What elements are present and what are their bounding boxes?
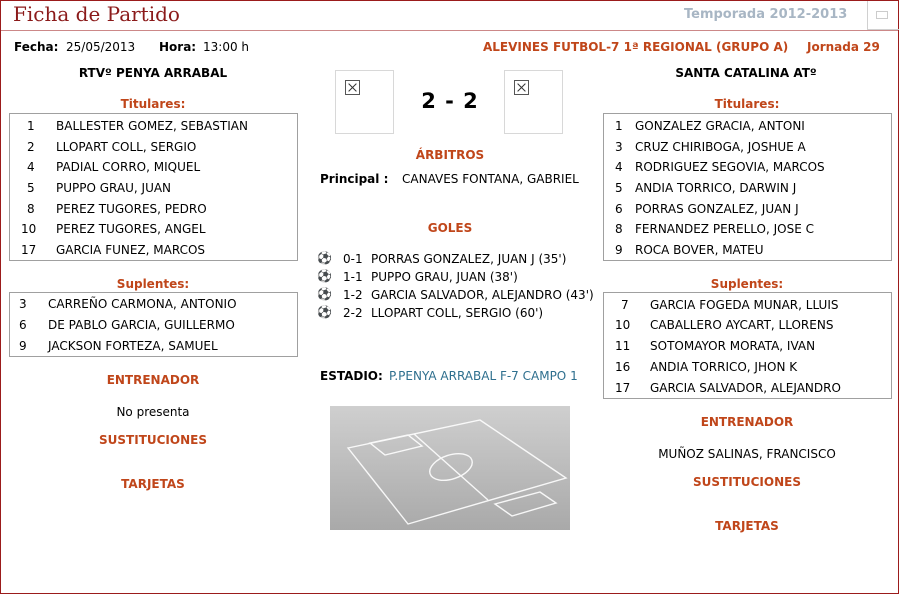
player-name: JACKSON FORTEZA, SAMUEL [48,339,218,353]
player-name: PORRAS GONZALEZ, JUAN J [635,202,799,216]
goal-scorer: LLOPART COLL, SERGIO (60') [371,306,544,320]
player-name: FERNANDEZ PERELLO, JOSE C [635,222,814,236]
page-title: Ficha de Partido [13,2,180,26]
player-name: PADIAL CORRO, MIQUEL [56,160,201,174]
player-number: 16 [615,360,631,374]
player-number: 4 [615,160,623,174]
player-name: BALLESTER GOMEZ, SEBASTIAN [56,119,248,133]
arbitro-principal-value: CANAVES FONTANA, GABRIEL [402,172,579,186]
player-number: 11 [615,339,631,353]
player-number: 17 [615,381,631,395]
fecha-value: 25/05/2013 [66,40,136,54]
player-name: CARREÑO CARMONA, ANTONIO [48,297,237,311]
away-suplentes-label: Suplentes: [710,277,784,291]
away-suplentes-list [603,292,892,399]
player-number: 6 [19,318,27,332]
goal-score: 2-2 [343,306,363,320]
goal-score: 1-2 [343,288,363,302]
player-name: PUPPO GRAU, JUAN [56,181,172,195]
broken-image-icon [345,80,360,95]
player-number: 9 [19,339,27,353]
estadio-name: P.PENYA ARRABAL F-7 CAMPO 1 [389,369,578,383]
player-name: GONZALEZ GRACIA, ANTONI [635,119,805,133]
player-number: 1 [27,119,35,133]
goles-label: GOLES [427,221,473,235]
goal-score: 0-1 [343,252,363,266]
player-number: 17 [21,243,37,257]
arbitros-label: ÁRBITROS [415,148,485,162]
window-control-icon[interactable] [867,1,899,30]
soccer-ball-icon: ⚽ [317,287,332,301]
player-number: 5 [27,181,35,195]
home-sustituciones-label: SUSTITUCIONES [99,433,207,447]
soccer-ball-icon: ⚽ [317,269,332,283]
goal-scorer: PUPPO GRAU, JUAN (38') [371,270,518,284]
player-name: LLOPART COLL, SERGIO [56,140,197,154]
title-divider [1,30,898,31]
goal-scorer: GARCIA SALVADOR, ALEJANDRO (43') [371,288,594,302]
jornada-label: Jornada 29 [807,40,880,54]
competition-label: ALEVINES FUTBOL-7 1ª REGIONAL (GRUPO A) [483,40,789,54]
home-suplentes-label: Suplentes: [116,277,190,291]
home-team-logo [335,70,394,134]
home-suplentes-list [9,292,298,357]
player-number: 7 [621,298,629,312]
away-titulares-label: Titulares: [714,97,780,111]
player-name: GARCIA FUNEZ, MARCOS [56,243,206,257]
player-name: RODRIGUEZ SEGOVIA, MARCOS [635,160,825,174]
title-bar [1,1,898,30]
away-titulares-list [603,113,892,261]
fecha-label: Fecha: [14,40,59,54]
hora-label: Hora: [159,40,197,54]
player-number: 8 [27,202,35,216]
away-team-name: SANTA CATALINA ATº [675,66,817,80]
home-entrenador-label: ENTRENADOR [106,373,200,387]
player-number: 2 [27,140,35,154]
away-tarjetas-label: TARJETAS [715,519,779,533]
player-name: SOTOMAYOR MORATA, IVAN [650,339,816,353]
player-number: 3 [615,140,623,154]
season-label: Temporada 2012-2013 [684,7,848,22]
player-name: PEREZ TUGORES, PEDRO [56,202,207,216]
player-number: 5 [615,181,623,195]
soccer-field-image [330,406,570,530]
player-number: 9 [615,243,623,257]
player-name: DE PABLO GARCIA, GUILLERMO [48,318,235,332]
goal-scorer: PORRAS GONZALEZ, JUAN J (35') [371,252,567,266]
soccer-ball-icon: ⚽ [317,305,332,319]
home-tarjetas-label: TARJETAS [121,477,185,491]
home-entrenador-value: No presenta [116,405,190,419]
player-number: 10 [21,222,37,236]
soccer-ball-icon: ⚽ [317,251,332,265]
estadio-label: ESTADIO: [320,369,383,383]
player-number: 1 [615,119,623,133]
player-number: 3 [19,297,27,311]
home-team-name: RTVº PENYA ARRABAL [78,66,228,80]
away-team-logo [504,70,563,134]
broken-image-icon [514,80,529,95]
player-name: CRUZ CHIRIBOGA, JOSHUE A [635,140,806,154]
home-titulares-label: Titulares: [120,97,186,111]
player-number: 6 [615,202,623,216]
away-sustituciones-label: SUSTITUCIONES [693,475,801,489]
arbitro-principal-label: Principal : [320,172,389,186]
goal-score: 1-1 [343,270,363,284]
match-score: 2 - 2 [421,89,479,113]
player-number: 10 [615,318,631,332]
hora-value: 13:00 h [203,40,250,54]
player-name: ANDIA TORRICO, DARWIN J [635,181,797,195]
player-name: ANDIA TORRICO, JHON K [650,360,798,374]
player-name: GARCIA SALVADOR, ALEJANDRO [650,381,841,395]
player-name: PEREZ TUGORES, ANGEL [56,222,206,236]
player-name: GARCIA FOGEDA MUNAR, LLUIS [650,298,839,312]
soccer-field-drawing [330,406,570,530]
player-name: CABALLERO AYCART, LLORENS [650,318,834,332]
home-titulares-list [9,113,298,261]
player-name: ROCA BOVER, MATEU [635,243,764,257]
player-number: 8 [615,222,623,236]
away-entrenador-label: ENTRENADOR [700,415,794,429]
away-entrenador-value: MUÑOZ SALINAS, FRANCISCO [658,447,836,461]
player-number: 4 [27,160,35,174]
